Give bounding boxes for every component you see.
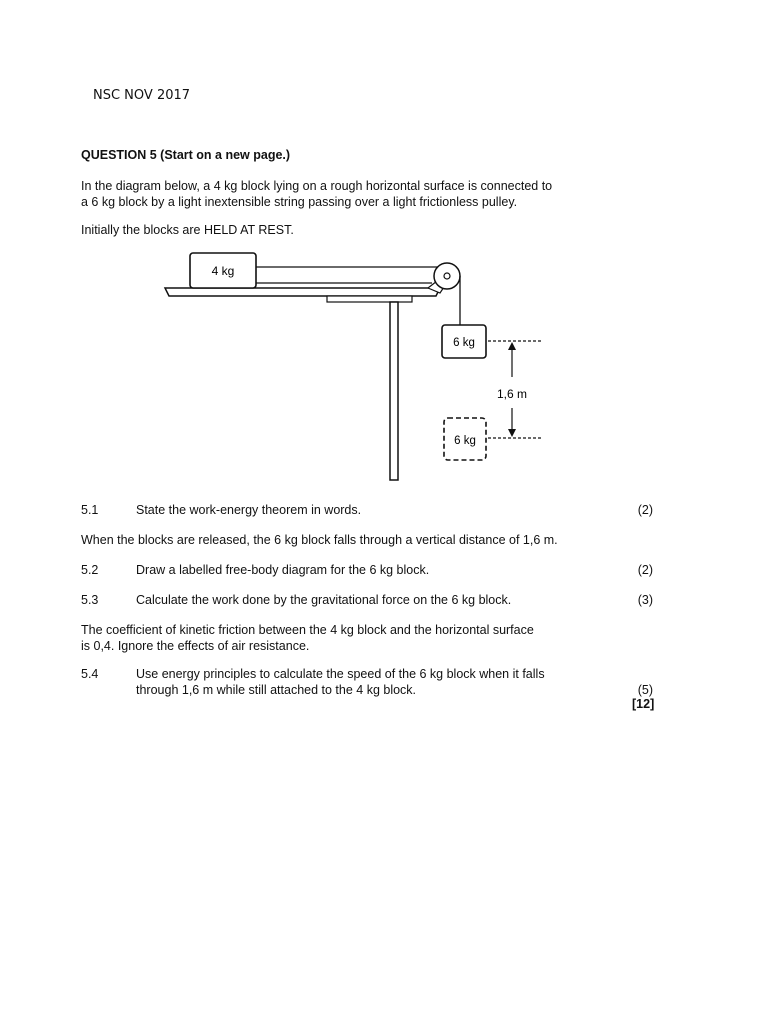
question-5-4 xyxy=(81,666,661,700)
final-block-label: 6 kg xyxy=(454,435,476,447)
pulley-axle xyxy=(444,273,450,279)
question-text-line: Use energy principles to calculate the speed of the 6 kg block when it falls xyxy=(136,667,545,681)
table-leg xyxy=(390,302,398,480)
friction-paragraph xyxy=(81,622,621,654)
question-total-marks: [12] xyxy=(632,697,655,711)
block-6kg-label: 6 kg xyxy=(453,337,475,349)
question-text: State the work-energy theorem in words. xyxy=(136,503,362,517)
intro-line: a 6 kg block by a light inextensible string passing over a light frictionless pulley. xyxy=(81,195,518,209)
question-text-line: through 1,6 m while still attached to the 4 kg block. xyxy=(136,683,417,697)
question-marks: (2) xyxy=(637,563,653,577)
distance-label: 1,6 m xyxy=(496,387,528,401)
friction-line: The coefficient of kinetic friction between the 4 kg block and the horizontal surface xyxy=(81,623,534,637)
arrow-down-icon xyxy=(508,429,516,437)
question-marks: (3) xyxy=(637,593,653,607)
question-number: 5.1 xyxy=(81,503,99,517)
intro-line: In the diagram below, a 4 kg block lying on a rough horizontal surface is connected to xyxy=(81,179,553,193)
question-number: 5.3 xyxy=(81,593,99,607)
question-marks: (2) xyxy=(637,503,653,517)
question-text: Draw a labelled free-body diagram for the 6 kg block. xyxy=(136,563,430,577)
question-number: 5.4 xyxy=(81,667,99,681)
question-title: QUESTION 5 (Start on a new page.) xyxy=(81,148,291,162)
intro-paragraph xyxy=(81,178,621,210)
released-text: When the blocks are released, the 6 kg block falls through a vertical distance of 1,6 m. xyxy=(81,533,558,547)
initial-state-text: Initially the blocks are HELD AT REST. xyxy=(81,223,294,237)
pulley-diagram xyxy=(150,245,570,485)
block-4kg-label: 4 kg xyxy=(211,264,235,278)
question-marks: (5) xyxy=(637,683,653,697)
exam-header: NSC NOV 2017 xyxy=(93,88,191,103)
question-number: 5.2 xyxy=(81,563,99,577)
question-text: Calculate the work done by the gravitational force on the 6 kg block. xyxy=(136,593,512,607)
table-support-plate xyxy=(327,296,412,302)
arrow-up-icon xyxy=(508,342,516,350)
table-top xyxy=(165,288,440,296)
friction-line: is 0,4. Ignore the effects of air resistance. xyxy=(81,639,310,653)
